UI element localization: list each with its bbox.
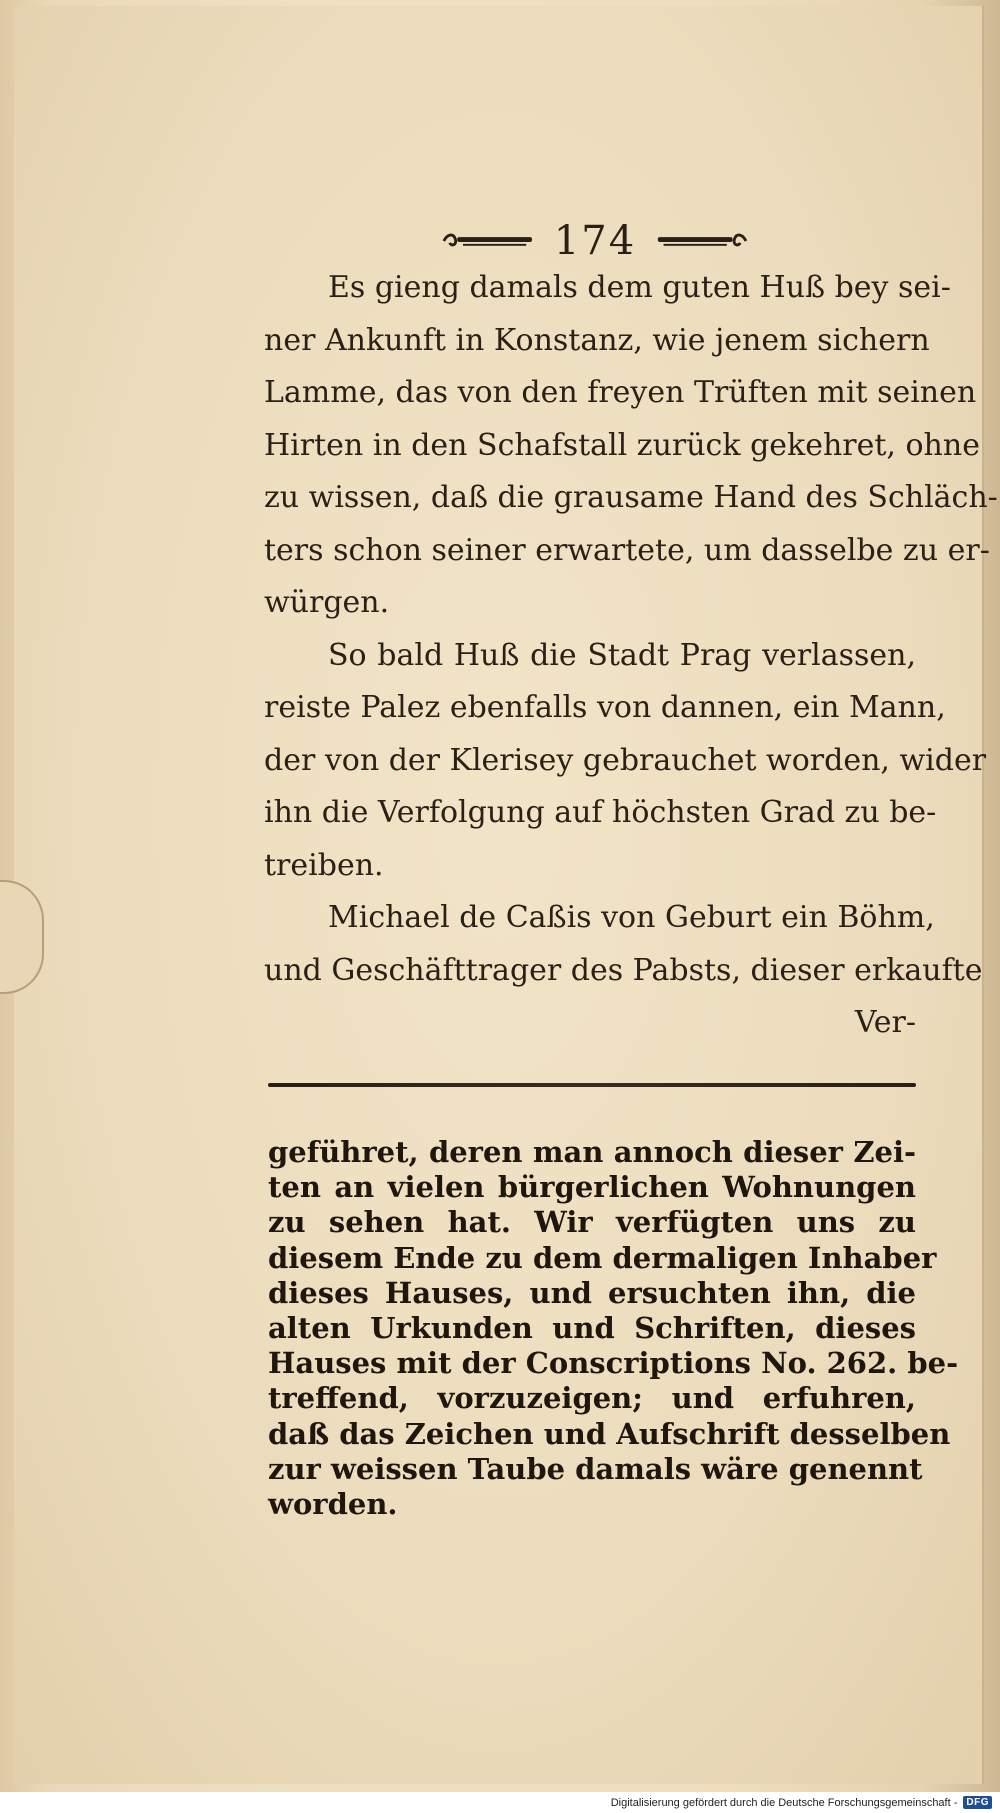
catchword: Ver- [854, 1005, 916, 1040]
text-line: treiben. [264, 847, 384, 883]
page-number: 174 [553, 218, 637, 264]
text-line: So bald Huß die Stadt Prag verlassen, [328, 637, 916, 673]
text-line: ters schon seiner erwartete, um dasselbe zu er- [264, 532, 990, 568]
footnote-line: daß das Zeichen und Aufschrift desselben [268, 1416, 951, 1451]
footnote-line: worden. [268, 1486, 398, 1521]
footnote-divider [268, 1083, 916, 1087]
text-line: reiste Palez ebenfalls von dannen, ein Mann, [264, 690, 946, 725]
footnote-line: treffend, vorzuzeigen; und erfuhren, [268, 1381, 916, 1416]
footnote-line: ten an vielen bürgerlichen Wohnungen [268, 1170, 916, 1205]
page-header [440, 216, 750, 266]
text-line: Es gieng damals dem guten Huß bey sei- [328, 270, 951, 305]
footnote-line: diesem Ende zu dem dermaligen Inhaber [268, 1240, 937, 1275]
text-line: Michael de Caßis von Geburt ein Böhm, [328, 900, 935, 935]
text-line: Hirten in den Schafstall zurück gekehret, ohne [264, 427, 980, 463]
text-line: zu wissen, daß die grausame Hand des Schläch- [264, 480, 998, 515]
text-line: der von der Klerisey gebrauchet worden, wider [264, 742, 987, 778]
left-ornament-icon [440, 229, 536, 253]
right-ornament-icon [654, 229, 750, 253]
footnote-line: Hauses mit der Conscriptions No. 262. be- [268, 1346, 959, 1381]
footnote-line: dieses Hauses, und ersuchten ihn, die [268, 1275, 916, 1310]
dfg-logo: DFG [963, 1796, 992, 1809]
credit-text: Digitalisierung gefördert durch die Deutsche Forschungsgemeinschaft - [610, 1796, 958, 1809]
text-line: Lamme, das von den freyen Trüften mit seinen [264, 375, 977, 410]
text-line: ihn die Verfolgung auf höchsten Grad zu be- [264, 795, 937, 830]
text-line: und Geschäfttrager des Pabsts, dieser erkaufte [264, 952, 983, 988]
footnote-line: zur weissen Taube damals wäre genennt [268, 1451, 923, 1486]
credit-bar [0, 1792, 1000, 1813]
footnote [268, 1135, 959, 1522]
footnote-line: zu sehen hat. Wir verfügten uns zu [268, 1205, 916, 1240]
footnote-line: alten Urkunden und Schriften, dieses [268, 1310, 916, 1345]
main-text [264, 262, 998, 1050]
footnote-line: geführet, deren man annoch dieser Zei- [268, 1135, 916, 1169]
text-line: würgen. [264, 585, 390, 620]
text-line: ner Ankunft in Konstanz, wie jenem sichern [264, 322, 930, 358]
